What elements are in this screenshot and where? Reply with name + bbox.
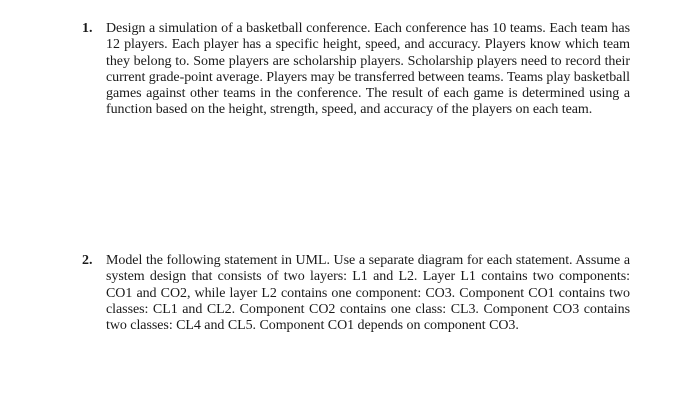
question-2 xyxy=(82,253,630,334)
question-text: Model the following statement in UML. Use a separate diagram for each statement. Assume a system design that consists of two layers: L1 and L2. Layer L1 contains two components: CO1 and CO2, while layer L2 contains one component: CO3. Component CO1 contains two classes: CL1 and CL2. Component CO2 contains one class: CL3. Component CO3 contains two classes: CL4 and CL5. Component CO1 depends on component CO3. xyxy=(106,253,630,334)
question-text: Design a simulation of a basketball conference. Each conference has 10 teams. Each team has 12 players. Each player has a specific height, speed, and accuracy. Players know which team they belong to. Some players are scholarship players. Scholarship players need to record their current grade-point average. Players may be transferred between teams. Teams play basketball games against other teams in the conference. The result of each game is determined using a function based on the height, strength, speed, and accuracy of the players on each team. xyxy=(106,21,630,118)
question-number: 1. xyxy=(82,21,93,36)
question-number: 2. xyxy=(82,253,93,268)
question-1 xyxy=(82,21,630,119)
